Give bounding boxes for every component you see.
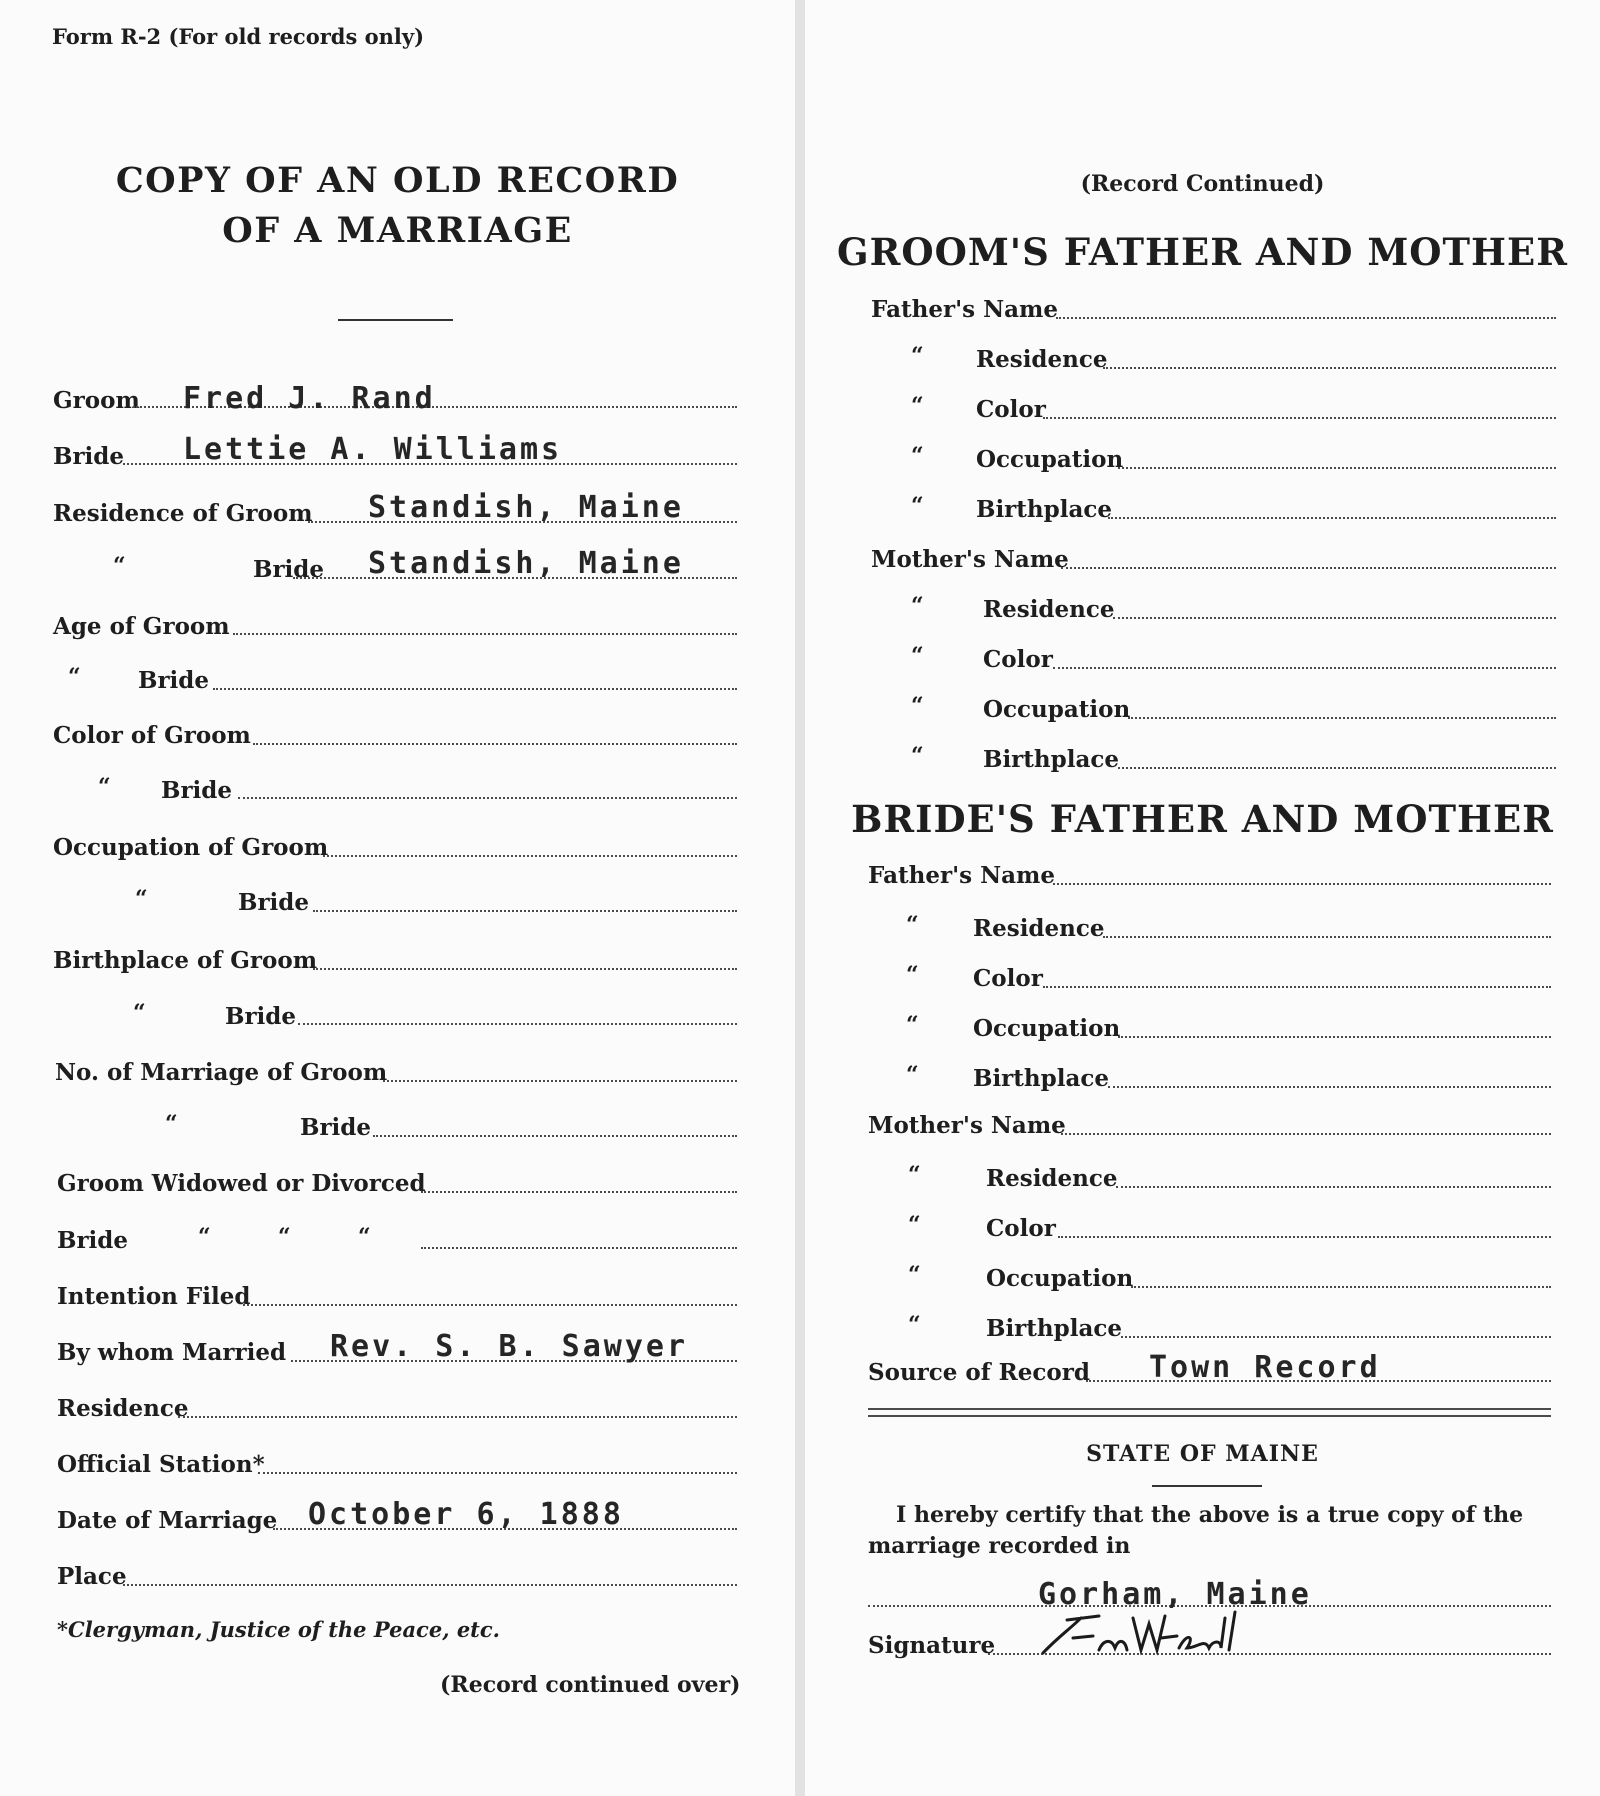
groom-mother-occupation-line [1128,717,1556,719]
official-station-line [258,1472,737,1474]
groom-mother-color-line [1053,667,1556,669]
residence-bride-value: Standish, Maine [368,546,684,581]
ditto-mark: “ [908,1162,921,1188]
groom-father-residence-line [1103,367,1556,369]
ditto-mark: “ [133,1000,146,1026]
groom-father-birthplace-label: Birthplace [976,496,1113,523]
groom-father-name-line [1056,317,1556,319]
bride-parents-heading: BRIDE'S FATHER AND MOTHER [851,797,1554,841]
ditto-mark: “ [98,774,111,800]
ditto-mark: “ [911,593,924,619]
bride-mother-name-label: Mother's Name [868,1112,1066,1139]
bride-mother-residence-label: Residence [986,1165,1118,1192]
signature-label: Signature [868,1632,996,1659]
bride-mother-color-label: Color [986,1215,1056,1242]
groom-mother-name-label: Mother's Name [871,546,1069,573]
place-line [123,1584,737,1586]
place-label: Place [57,1563,127,1590]
ditto-mark: “ [908,1312,921,1338]
bride-mother-occupation-line [1131,1286,1551,1288]
bride-label: Bride [53,443,125,470]
ditto-mark: “ [908,1212,921,1238]
ditto-mark: “ [911,743,924,769]
birthplace-groom-line [313,968,737,970]
bride-father-color-label: Color [973,965,1043,992]
birthplace-bride-label: Bride [225,1003,297,1030]
ditto-mark: “ [278,1224,291,1250]
occupation-bride-label: Bride [238,889,310,916]
groom-label: Groom [53,387,140,414]
groom-father-occupation-line [1118,467,1556,469]
groom-value: Fred J. Rand [183,381,436,416]
ditto-mark: “ [911,643,924,669]
intention-filed-line [243,1304,737,1306]
groom-mother-color-label: Color [983,646,1053,673]
ditto-mark: “ [911,493,924,519]
residence-bride-label: Bride [253,556,325,583]
form-title-line2: OF A MARRIAGE [222,210,573,251]
double-rule-bottom [868,1415,1551,1417]
officiant-residence-label: Residence [57,1395,189,1422]
ditto-mark: “ [113,553,126,579]
bride-father-occupation-line [1118,1036,1551,1038]
marriage-no-groom-label: No. of Marriage of Groom [55,1059,388,1086]
color-bride-label: Bride [161,777,233,804]
age-groom-label: Age of Groom [53,613,230,640]
ditto-mark: “ [911,693,924,719]
bride-mother-name-line [1061,1133,1551,1135]
age-bride-label: Bride [138,667,210,694]
occupation-groom-line [323,855,737,857]
state-divider [1152,1485,1262,1487]
bride-widowed-line [421,1247,737,1249]
form-title-line1: COPY OF AN OLD RECORD [115,160,680,201]
date-of-marriage-value: October 6, 1888 [308,1497,624,1532]
bride-father-occupation-label: Occupation [973,1015,1121,1042]
color-groom-line [253,743,737,745]
birthplace-bride-line [298,1023,737,1025]
bride-widowed-label: Bride [57,1227,129,1254]
groom-mother-occupation-label: Occupation [983,696,1131,723]
ditto-mark: “ [68,664,81,690]
bride-mother-birthplace-label: Birthplace [986,1315,1123,1342]
occupation-groom-label: Occupation of Groom [53,834,329,861]
groom-mother-birthplace-line [1118,767,1556,769]
marriage-no-bride-label: Bride [300,1114,372,1141]
groom-mother-name-line [1061,567,1556,569]
date-of-marriage-label: Date of Marriage [57,1507,278,1534]
footnote: *Clergyman, Justice of the Peace, etc. [57,1617,500,1642]
ditto-mark: “ [911,393,924,419]
groom-widowed-label: Groom Widowed or Divorced [57,1170,426,1197]
groom-mother-residence-label: Residence [983,596,1115,623]
occupation-bride-line [313,910,737,912]
state-heading: STATE OF MAINE [1086,1441,1319,1467]
ditto-mark: “ [908,1262,921,1288]
birthplace-groom-label: Birthplace of Groom [53,947,318,974]
official-station-label: Official Station* [57,1451,265,1478]
groom-father-occupation-label: Occupation [976,446,1124,473]
groom-mother-birthplace-label: Birthplace [983,746,1120,773]
left-page [0,0,795,1796]
source-of-record-value: Town Record [1149,1350,1381,1385]
marriage-no-bride-line [373,1135,737,1137]
residence-groom-label: Residence of Groom [53,500,313,527]
bride-father-residence-label: Residence [973,915,1105,942]
groom-father-name-label: Father's Name [871,296,1058,323]
color-bride-line [238,797,737,799]
form-number: Form R-2 (For old records only) [52,24,425,49]
bride-mother-residence-line [1116,1186,1551,1188]
ditto-mark: “ [911,343,924,369]
record-continued-label: (Record Continued) [1080,171,1325,197]
groom-father-color-label: Color [976,396,1046,423]
bride-father-residence-line [1103,936,1551,938]
residence-groom-value: Standish, Maine [368,490,684,525]
groom-parents-heading: GROOM'S FATHER AND MOTHER [837,230,1568,274]
groom-father-color-line [1043,417,1556,419]
by-whom-label: By whom Married [57,1339,287,1366]
age-groom-line [233,633,737,635]
groom-father-birthplace-line [1108,517,1556,519]
title-divider [338,319,453,321]
bride-mother-color-line [1058,1236,1551,1238]
record-continued-over: (Record continued over) [440,1672,741,1698]
bride-father-color-line [1043,986,1551,988]
groom-father-residence-label: Residence [976,346,1108,373]
marriage-no-groom-line [383,1080,737,1082]
bride-father-name-line [1053,883,1551,885]
bride-mother-birthplace-line [1121,1336,1551,1338]
ditto-mark: “ [911,443,924,469]
groom-mother-residence-line [1113,617,1556,619]
ditto-mark: “ [165,1111,178,1137]
officiant-residence-line [178,1416,737,1418]
right-page [805,0,1600,1796]
ditto-mark: “ [906,1062,919,1088]
certify-line2: marriage recorded in [868,1533,1131,1559]
double-rule-top [868,1408,1551,1410]
bride-mother-occupation-label: Occupation [986,1265,1134,1292]
page-gutter [795,0,805,1796]
bride-father-name-label: Father's Name [868,862,1055,889]
certify-line1: I hereby certify that the above is a true copy of the [896,1502,1524,1528]
bride-father-birthplace-label: Birthplace [973,1065,1110,1092]
age-bride-line [213,688,737,690]
bride-father-birthplace-line [1108,1086,1551,1088]
color-groom-label: Color of Groom [53,722,251,749]
ditto-mark: “ [198,1224,211,1250]
handwritten-signature [1037,1598,1247,1668]
ditto-mark: “ [906,962,919,988]
ditto-mark: “ [906,912,919,938]
intention-filed-label: Intention Filed [57,1283,251,1310]
source-of-record-label: Source of Record [868,1359,1090,1386]
ditto-mark: “ [135,886,148,912]
recorded-in-value: Gorham, Maine [1038,1577,1312,1612]
ditto-mark: “ [358,1224,371,1250]
groom-widowed-line [421,1191,737,1193]
ditto-mark: “ [906,1012,919,1038]
by-whom-value: Rev. S. B. Sawyer [330,1329,689,1364]
bride-value: Lettie A. Williams [183,432,563,467]
